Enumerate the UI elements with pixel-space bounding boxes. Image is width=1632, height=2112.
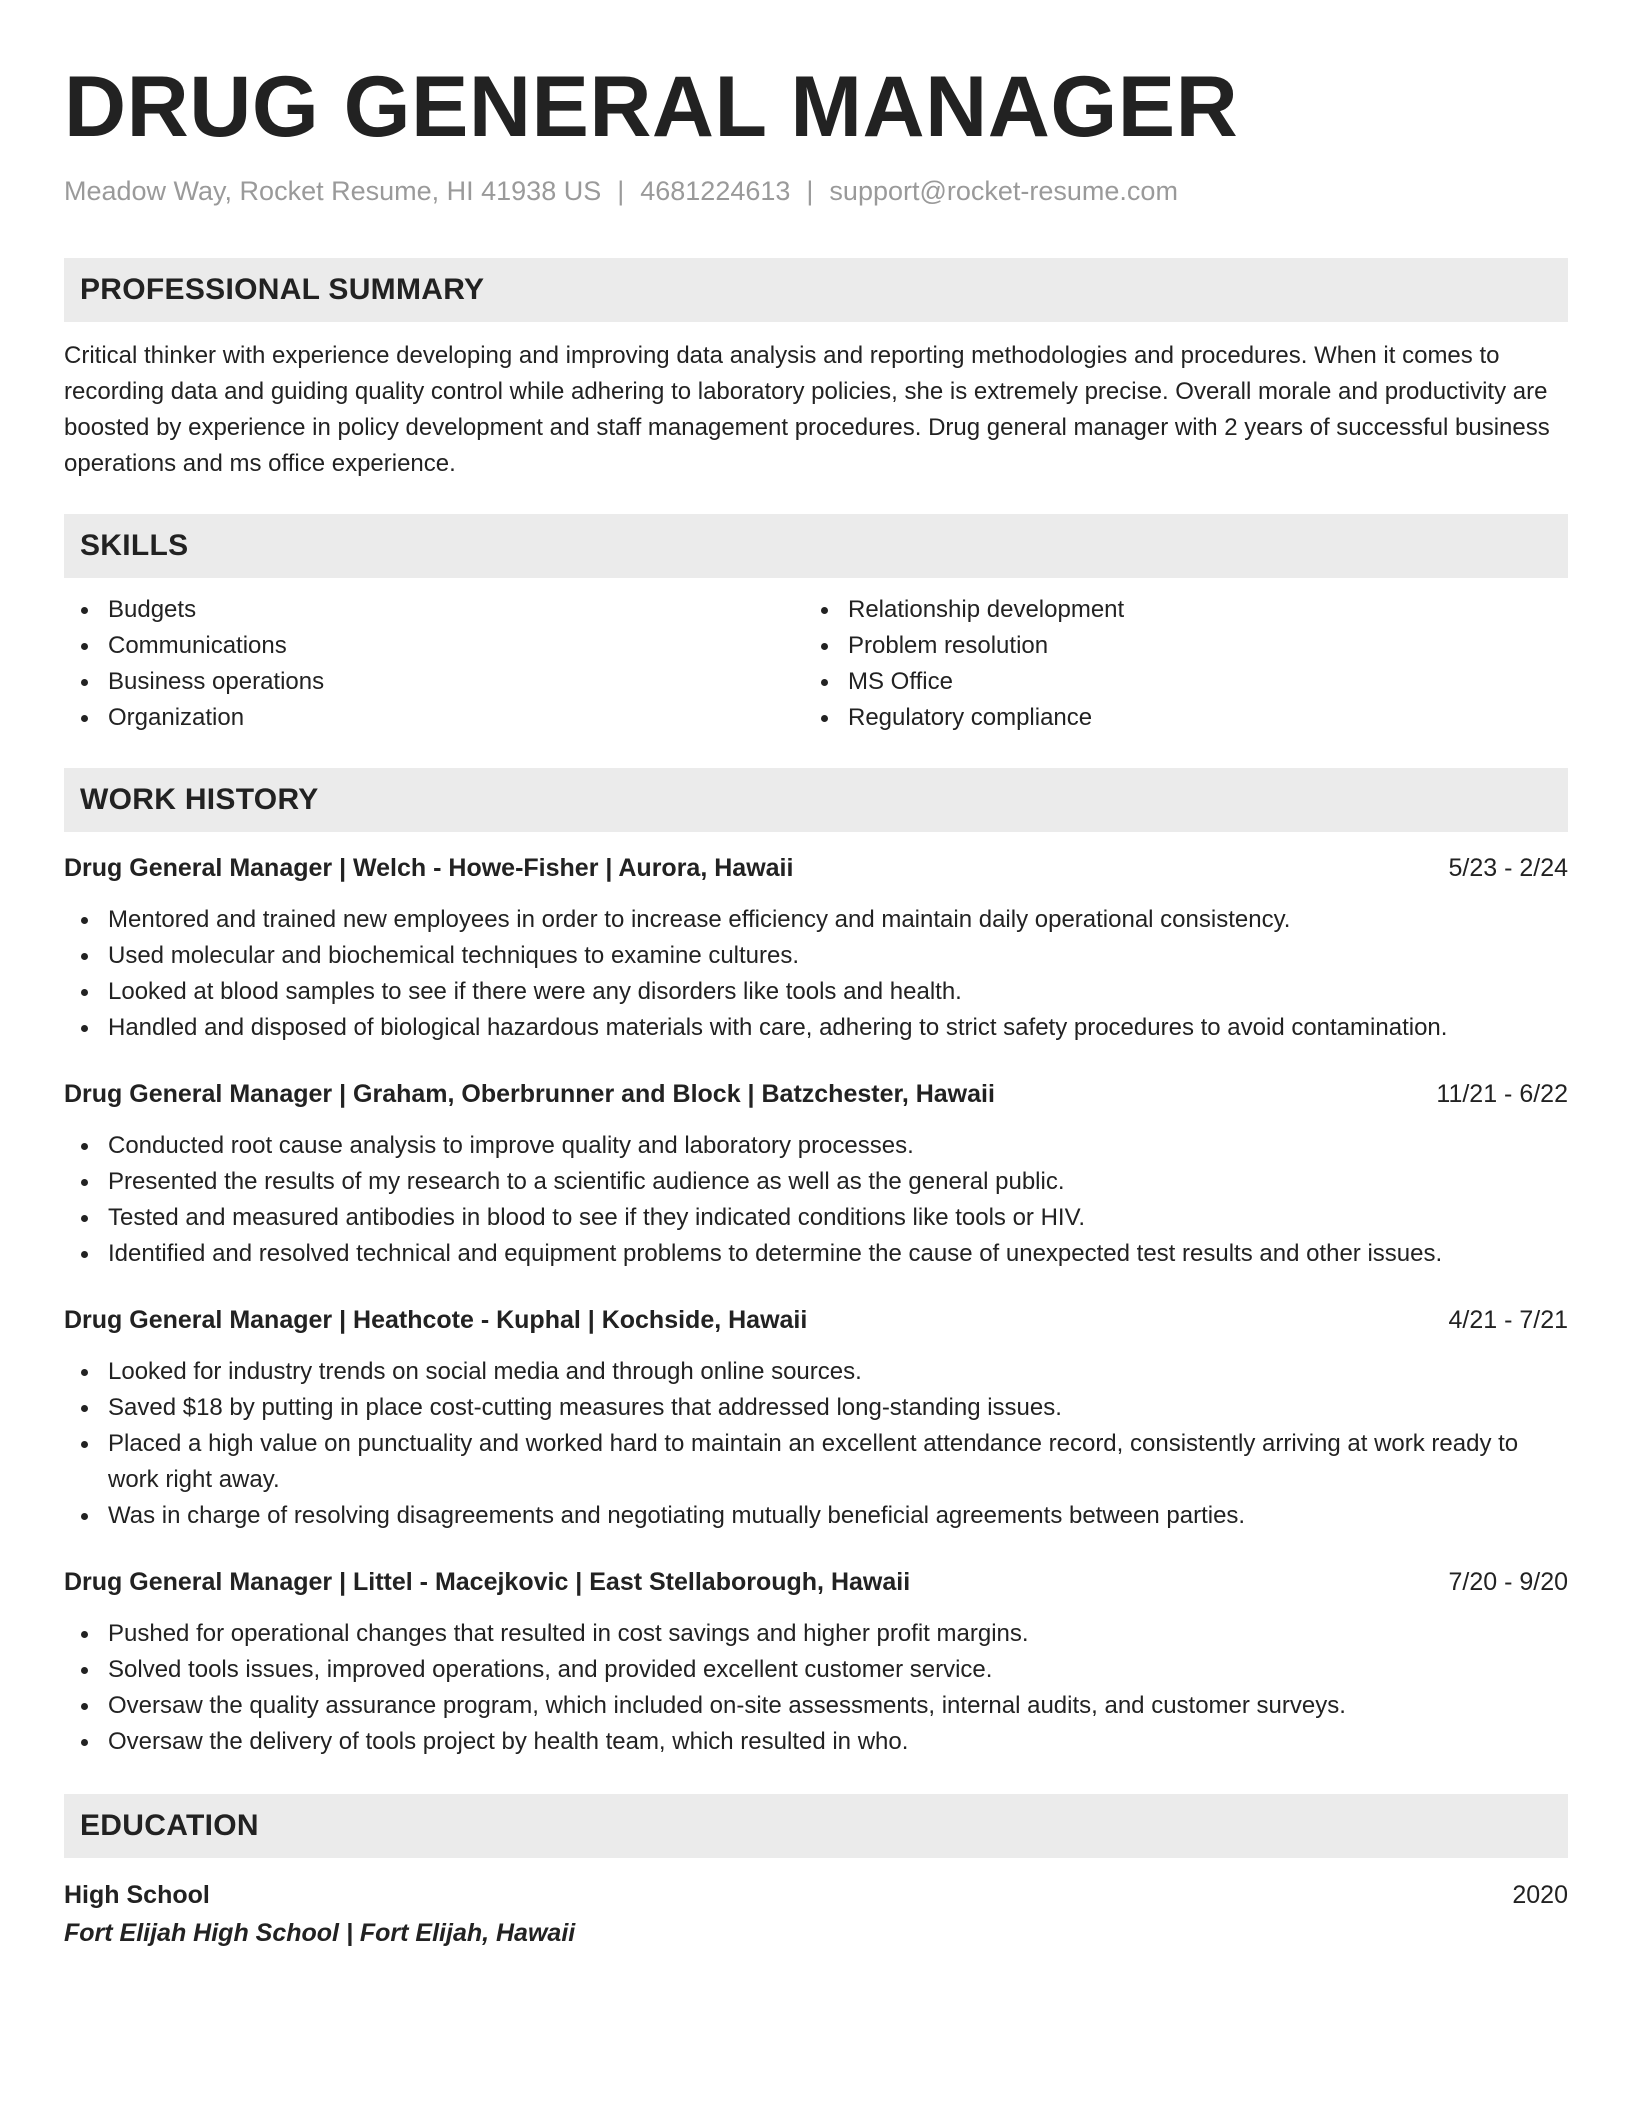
job-entry [64, 1076, 1568, 1272]
job-dates: 4/21 - 7/21 [1448, 1306, 1568, 1334]
contact-separator: | [617, 176, 625, 206]
contact-email: support@rocket-resume.com [829, 176, 1178, 206]
job-bullet: Pushed for operational changes that resulted in cost savings and higher profit margins. [64, 1616, 1568, 1652]
job-bullet: Conducted root cause analysis to improve quality and laboratory processes. [64, 1128, 1568, 1164]
job-bullets [64, 902, 1568, 1046]
job-header [64, 1076, 1568, 1112]
skill-item: Organization [64, 700, 804, 736]
job-bullet: Solved tools issues, improved operations, and provided excellent customer service. [64, 1652, 1568, 1688]
skill-item: Problem resolution [804, 628, 1544, 664]
job-bullet: Was in charge of resolving disagreements and negotiating mutually beneficial agreements between parties. [64, 1498, 1568, 1534]
section-heading-skills: SKILLS [64, 514, 1568, 578]
job-bullet: Placed a high value on punctuality and worked hard to maintain an excellent attendance record, consistently arriving at work ready to work right away. [64, 1426, 1568, 1498]
job-dates: 7/20 - 9/20 [1448, 1568, 1568, 1596]
contact-address: Meadow Way, Rocket Resume, HI 41938 US [64, 176, 602, 206]
skill-item: Budgets [64, 592, 804, 628]
job-entry [64, 1564, 1568, 1760]
job-dates: 11/21 - 6/22 [1436, 1080, 1568, 1108]
resume-name: DRUG GENERAL MANAGER [64, 59, 1239, 155]
job-bullet: Oversaw the quality assurance program, which included on-site assessments, internal audits, and customer surveys. [64, 1688, 1568, 1724]
job-bullet: Tested and measured antibodies in blood to see if they indicated conditions like tools or HIV. [64, 1200, 1568, 1236]
skill-item: Business operations [64, 664, 804, 700]
job-bullet: Saved $18 by putting in place cost-cutting measures that addressed long-standing issues. [64, 1390, 1568, 1426]
education-header [64, 1876, 1568, 1914]
job-bullets [64, 1616, 1568, 1760]
job-bullets [64, 1354, 1568, 1534]
job-bullet: Handled and disposed of biological hazardous materials with care, adhering to strict safety procedures to avoid contamination. [64, 1010, 1568, 1046]
skills-column-left [64, 592, 804, 736]
education-degree: High School [64, 1881, 210, 1909]
job-bullets [64, 1128, 1568, 1272]
job-bullet: Looked for industry trends on social media and through online sources. [64, 1354, 1568, 1390]
contact-line [64, 174, 1568, 208]
job-bullet: Presented the results of my research to a scientific audience as well as the general public. [64, 1164, 1568, 1200]
job-header [64, 1564, 1568, 1600]
summary-text: Critical thinker with experience developing and improving data analysis and reporting methodologies and procedures. When it comes to recording data and guiding quality control while adhering to laboratory policies, she is extremely precise. Overall morale and productivity are boosted by experience in policy development and staff management procedures. Drug general manager with 2 years of successful business operations and ms office experience. [64, 342, 1550, 477]
job-title: Drug General Manager | Littel - Macejkovic | East Stellaborough, Hawaii [64, 1568, 911, 1596]
job-bullet: Looked at blood samples to see if there were any disorders like tools and health. [64, 974, 1568, 1010]
job-bullet: Identified and resolved technical and equipment problems to determine the cause of unexpected test results and other issues. [64, 1236, 1568, 1272]
job-header [64, 1302, 1568, 1338]
contact-phone: 4681224613 [640, 176, 791, 206]
job-dates: 5/23 - 2/24 [1448, 854, 1568, 882]
job-title: Drug General Manager | Welch - Howe-Fisher | Aurora, Hawaii [64, 854, 794, 882]
skills-list [64, 592, 1568, 736]
section-heading-summary: PROFESSIONAL SUMMARY [64, 258, 1568, 322]
job-bullet: Mentored and trained new employees in order to increase efficiency and maintain daily operational consistency. [64, 902, 1568, 938]
job-entry [64, 850, 1568, 1046]
job-title: Drug General Manager | Graham, Oberbrunner and Block | Batzchester, Hawaii [64, 1080, 995, 1108]
skill-item: Regulatory compliance [804, 700, 1544, 736]
job-entry [64, 1302, 1568, 1534]
skills-column-right [804, 592, 1544, 736]
education-year: 2020 [1512, 1881, 1568, 1909]
education-school: Fort Elijah High School | Fort Elijah, Hawaii [64, 1919, 576, 1947]
skill-item: Relationship development [804, 592, 1544, 628]
job-header [64, 850, 1568, 886]
job-bullet: Used molecular and biochemical techniques to examine cultures. [64, 938, 1568, 974]
education-entry [64, 1876, 1568, 1952]
skill-item: MS Office [804, 664, 1544, 700]
section-heading-education: EDUCATION [64, 1794, 1568, 1858]
skill-item: Communications [64, 628, 804, 664]
section-heading-work-history: WORK HISTORY [64, 768, 1568, 832]
contact-separator: | [806, 176, 814, 206]
job-bullet: Oversaw the delivery of tools project by health team, which resulted in who. [64, 1724, 1568, 1760]
job-title: Drug General Manager | Heathcote - Kuphal | Kochside, Hawaii [64, 1306, 808, 1334]
